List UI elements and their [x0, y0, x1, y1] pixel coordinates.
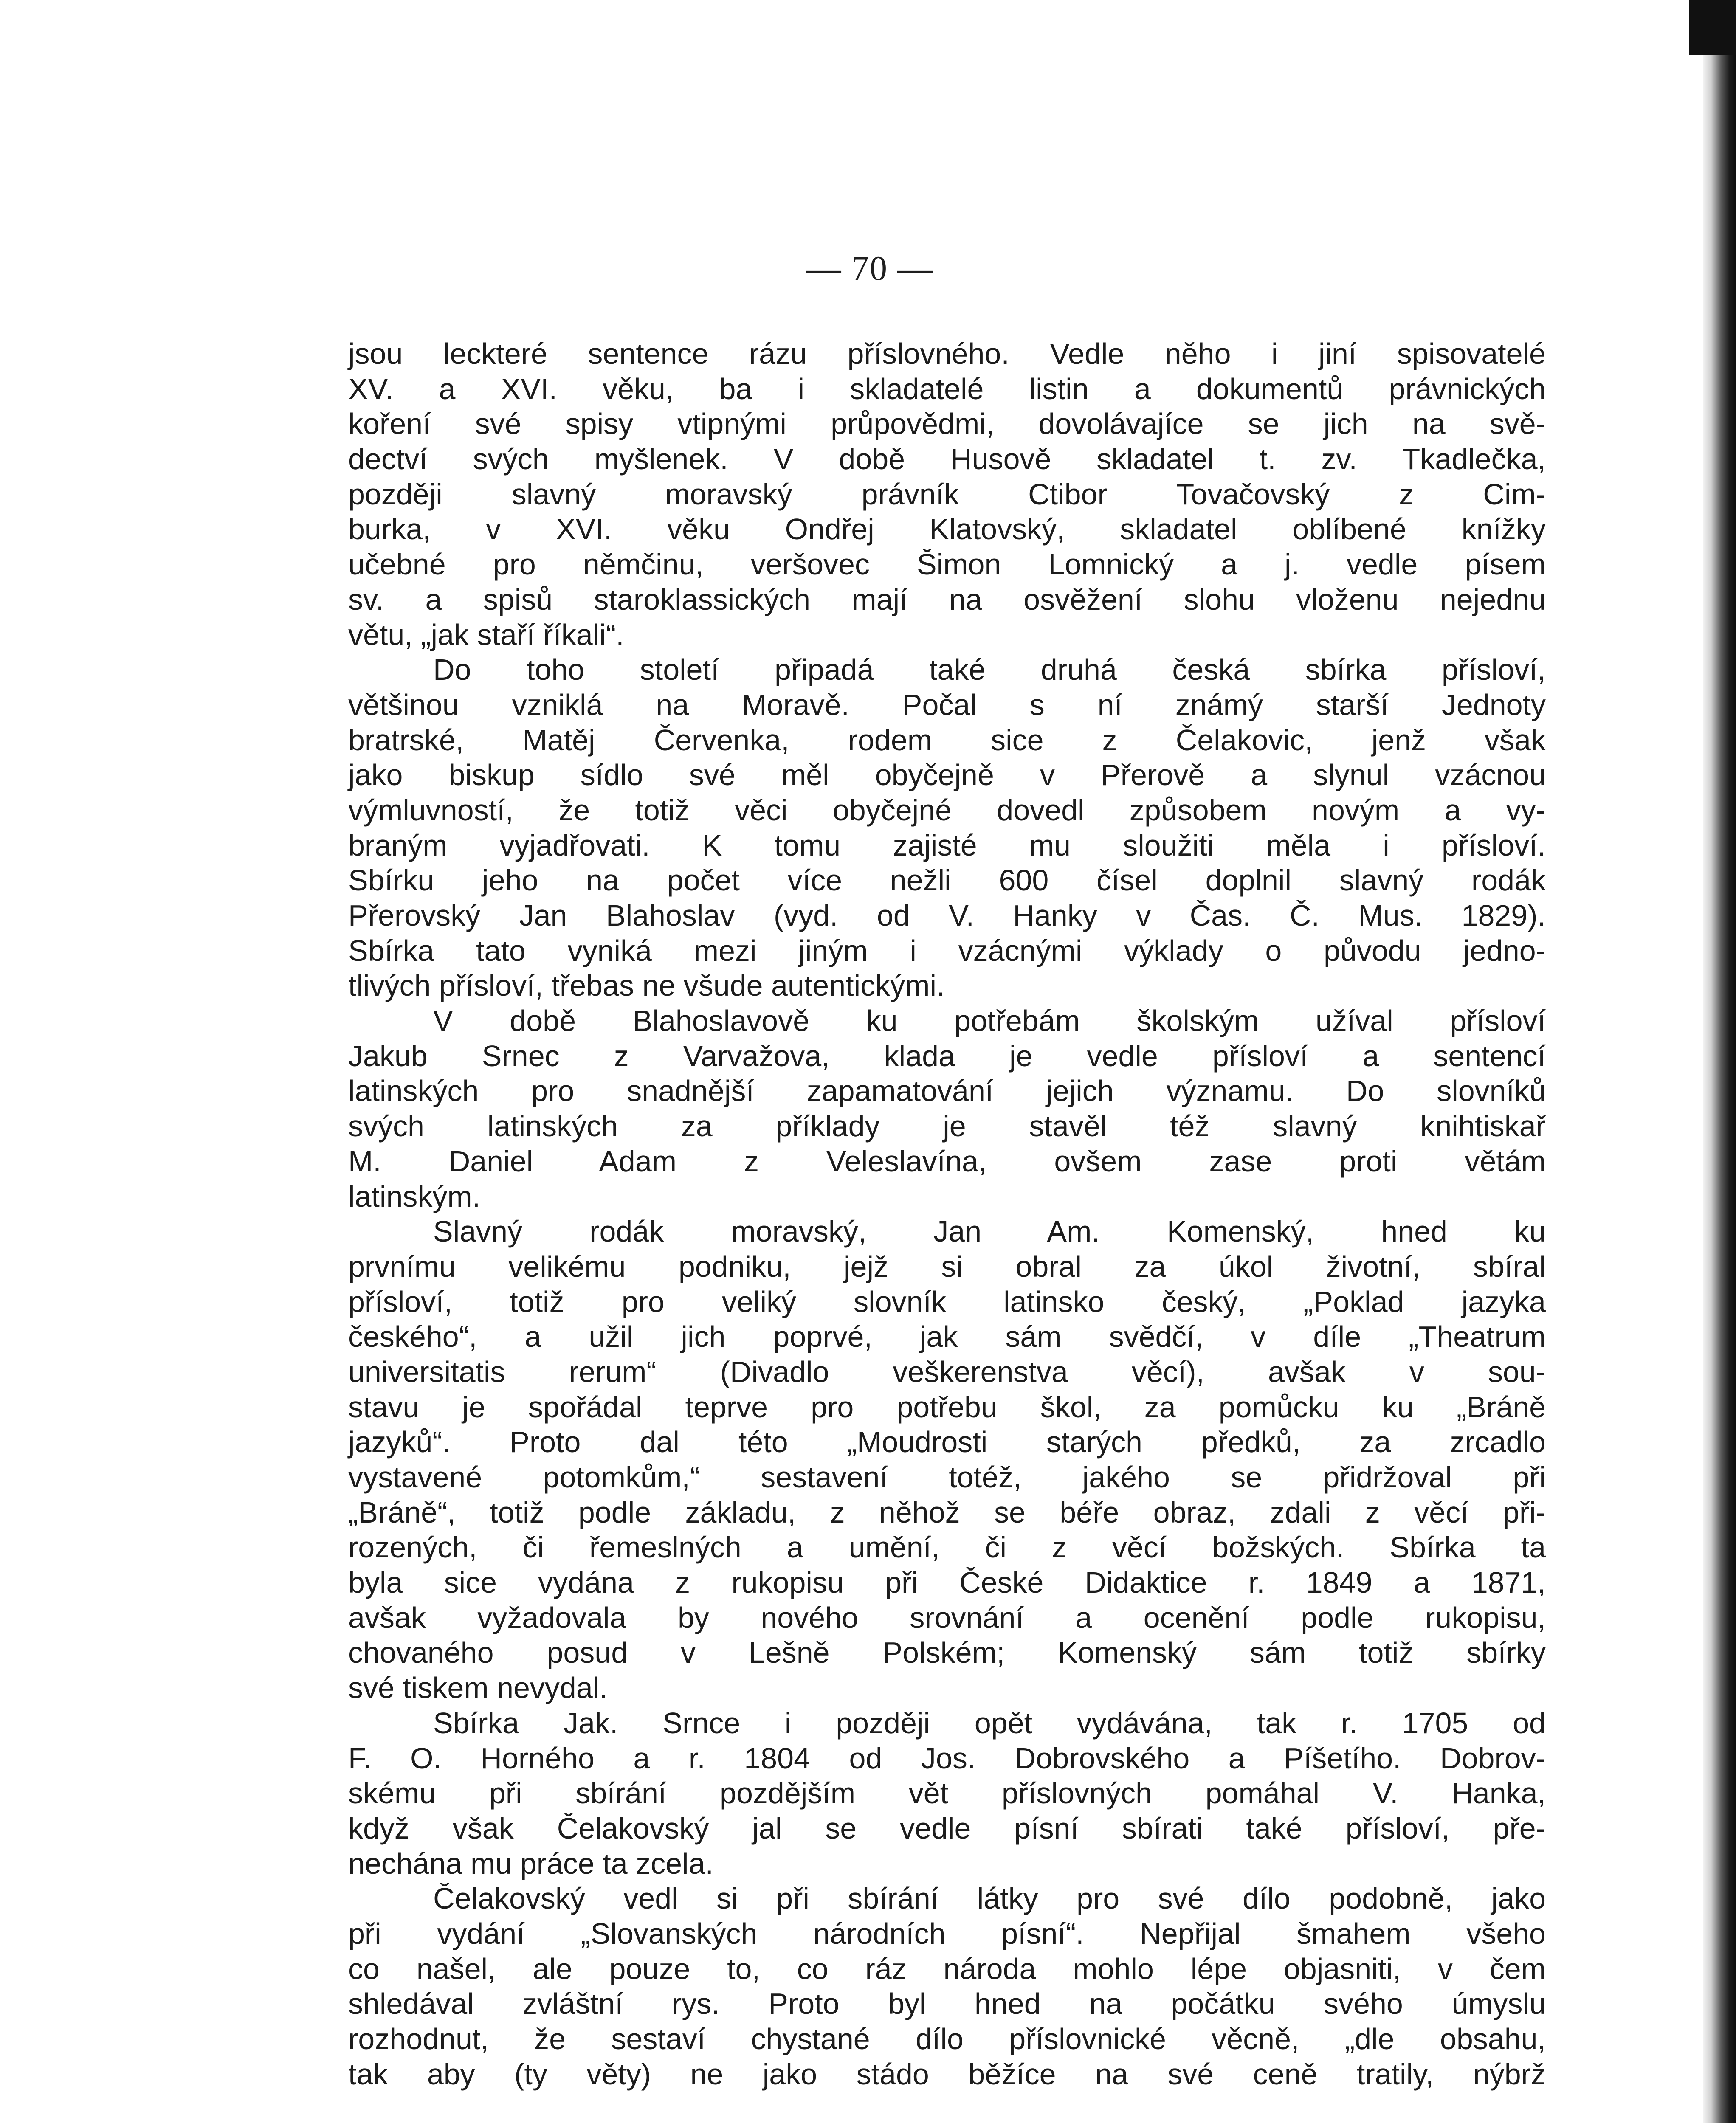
text-line: V době Blahoslavově ku potřebám školským užíval přísloví [433, 1004, 1546, 1038]
text-line: učebné pro němčinu, veršovec Šimon Lomnický a j. vedle písem [348, 548, 1546, 581]
text-line: chovaného posud v Lešně Polském; Komenský sám totiž sbírky [348, 1636, 1546, 1670]
text-line: burka, v XVI. věku Ondřej Klatovský, skladatel oblíbené knížky [348, 512, 1546, 546]
text-line: „Bráně“, totiž podle základu, z něhož se béře obraz, zdali z věcí při- [348, 1495, 1546, 1529]
text-line: rozených, či řemeslných a umění, či z věcí božských. Sbírka ta [348, 1531, 1546, 1564]
scan-edge-corner [1689, 0, 1736, 55]
text-line: Sbírka tato vyniká mezi jiným i vzácnými výklady o původu jedno- [348, 934, 1546, 967]
text-line: braným vyjadřovati. K tomu zajisté mu sloužiti měla i přísloví. [348, 828, 1546, 862]
text-line: bratrské, Matěj Červenka, rodem sice z Čelakovic, jenž však [348, 723, 1546, 757]
text-line: většinou vzniklá na Moravě. Počal s ní známý starší Jednoty [348, 688, 1546, 721]
text-line: svých latinských za příklady je stavěl též slavný knihtiskař [348, 1109, 1546, 1143]
text-line: rozhodnut, že sestaví chystané dílo příslovnické věcně, „dle obsahu, [348, 2022, 1546, 2055]
page-number: — 70 — [806, 249, 933, 287]
text-line: skému při sbírání pozdějším vět příslovných pomáhal V. Hanka, [348, 1777, 1546, 1810]
text-line: jsou leckteré sentence rázu příslovného. Vedle něho i jiní spisovatelé [348, 337, 1546, 370]
text-line: Čelakovský vedl si při sbírání látky pro své dílo podobně, jako [433, 1882, 1546, 1915]
text-line: výmluvností, že totiž věci obyčejné dovedl způsobem novým a vy- [348, 793, 1546, 827]
text-line: universitatis rerum“ (Divadlo veškerenstva věcí), avšak v sou- [348, 1355, 1546, 1388]
text-line: Jakub Srnec z Varvažova, klada je vedle přísloví a sentencí [348, 1039, 1546, 1073]
text-line: tak aby (ty věty) ne jako stádo běžíce na své ceně tratily, nýbrž [348, 2057, 1546, 2091]
text-line: při vydání „Slovanských národních písní“. Nepřijal šmahem všeho [348, 1917, 1546, 1950]
text-line: českého“, a užil jich poprvé, jak sám svědčí, v díle „Theatrum [348, 1320, 1546, 1354]
text-line: co našel, ale pouze to, co ráz národa mohlo lépe objasniti, v čem [348, 1952, 1546, 1985]
text-line: shledával zvláštní rys. Proto byl hned na počátku svého úmyslu [348, 1987, 1546, 2021]
text-line: Slavný rodák moravský, Jan Am. Komenský, hned ku [433, 1215, 1546, 1248]
body-text [348, 336, 1546, 2092]
text-line: latinských pro snadnější zapamatování jejich významu. Do slovníků [348, 1074, 1546, 1108]
text-line: M. Daniel Adam z Veleslavína, ovšem zase proti větám [348, 1144, 1546, 1178]
text-line: Sbírka Jak. Srnce i později opět vydávána, tak r. 1705 od [433, 1706, 1546, 1740]
text-line: koření své spisy vtipnými průpovědmi, dovolávajíce se jich na svě- [348, 407, 1546, 441]
text-line: byla sice vydána z rukopisu při České Didaktice r. 1849 a 1871, [348, 1566, 1546, 1599]
text-line: latinským. [348, 1180, 481, 1213]
text-line: dectví svých myšlenek. V době Husově skladatel t. zv. Tkadlečka, [348, 442, 1546, 476]
text-line: sv. a spisů staroklassických mají na osvěžení slohu vloženu nejednu [348, 583, 1546, 616]
text-line: Sbírku jeho na počet více nežli 600 čísel doplnil slavný rodák [348, 864, 1546, 897]
text-line: Do toho století připadá také druhá česká sbírka přísloví, [433, 653, 1546, 687]
text-line: XV. a XVI. věku, ba i skladatelé listin a dokumentů právnických [348, 372, 1546, 405]
text-line: přísloví, totiž pro veliký slovník latinsko český, „Poklad jazyka [348, 1285, 1546, 1318]
text-line: když však Čelakovský jal se vedle písní sbírati také přísloví, pře- [348, 1811, 1546, 1845]
text-line: F. O. Horného a r. 1804 od Jos. Dobrovského a Píšetího. Dobrov- [348, 1741, 1546, 1775]
text-line: stavu je spořádal teprve pro potřebu škol, za pomůcku ku „Bráně [348, 1390, 1546, 1424]
text-line: své tiskem nevydal. [348, 1671, 608, 1705]
text-line: později slavný moravský právník Ctibor Tovačovský z Cim- [348, 477, 1546, 511]
text-line: nechána mu práce ta zcela. [348, 1847, 713, 1880]
text-line: tlivých přísloví, třebas ne všude autentickými. [348, 969, 945, 1002]
text-line: prvnímu velikému podniku, jejž si obral za úkol životní, sbíral [348, 1250, 1546, 1283]
text-line: jako biskup sídlo své měl obyčejně v Přerově a slynul vzácnou [348, 758, 1546, 792]
text-line: avšak vyžadovala by nového srovnání a ocenění podle rukopisu, [348, 1601, 1546, 1634]
text-line: Přerovský Jan Blahoslav (vyd. od V. Hanky v Čas. Č. Mus. 1829). [348, 899, 1546, 932]
text-line: větu, „jak staří říkali“. [348, 618, 624, 651]
scan-edge [1703, 0, 1736, 2123]
text-line: jazyků“. Proto dal této „Moudrosti starých předků, za zrcadlo [348, 1425, 1546, 1459]
text-line: vystavené potomkům,“ sestavení totéž, jakého se přidržoval při [348, 1461, 1546, 1494]
